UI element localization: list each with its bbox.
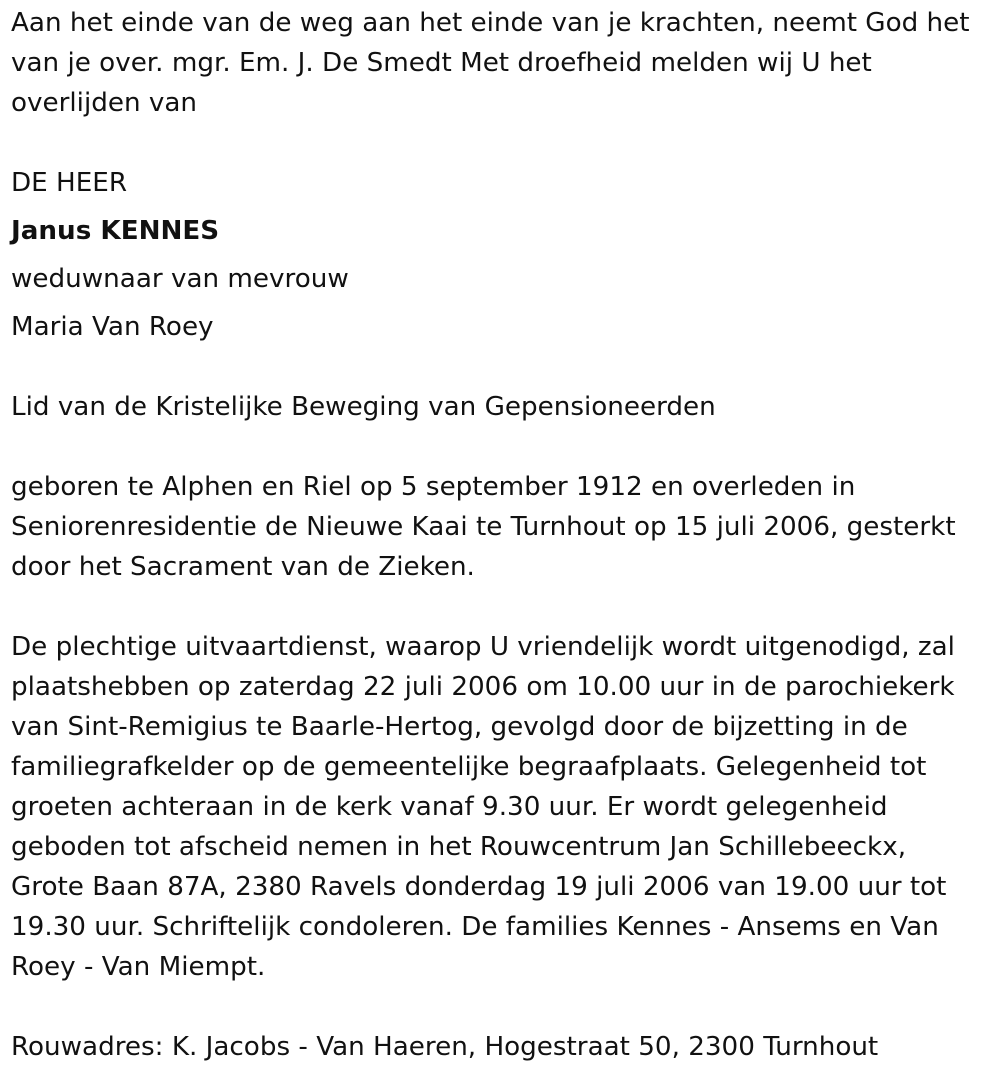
service-line: van Sint-Remigius te Baarle-Hertog, gevolgd door de bijzetting in de — [11, 712, 908, 742]
service-line: plaatshebben op zaterdag 22 juli 2006 om 10.00 uur in de parochiekerk — [11, 672, 955, 702]
birth-death-line: Seniorenresidentie de Nieuwe Kaai te Turnhout op 15 juli 2006, gesterkt — [11, 512, 956, 542]
service-line: familiegrafkelder op de gemeentelijke begraafplaats. Gelegenheid tot — [11, 752, 927, 782]
service-paragraph — [11, 627, 991, 987]
mourning-address: Rouwadres: K. Jacobs - Van Haeren, Hogestraat 50, 2300 Turnhout — [11, 1032, 879, 1062]
intro-line: van je over. mgr. Em. J. De Smedt Met droefheid melden wij U het — [11, 48, 872, 78]
service-line: groeten achteraan in de kerk vanaf 9.30 uur. Er wordt gelegenheid — [11, 792, 888, 822]
service-line: Roey - Van Miempt. — [11, 952, 266, 982]
membership: Lid van de Kristelijke Beweging van Gepensioneerden — [11, 392, 716, 422]
service-line: 19.30 uur. Schriftelijk condoleren. De families Kennes - Ansems en Van — [11, 912, 939, 942]
obituary-notice — [11, 3, 991, 1067]
widower-of: weduwnaar van mevrouw — [11, 264, 349, 294]
service-line: Grote Baan 87A, 2380 Ravels donderdag 19 juli 2006 van 19.00 uur tot — [11, 872, 947, 902]
honorific: DE HEER — [11, 168, 128, 198]
birth-death-line: geboren te Alphen en Riel op 5 september 1912 en overleden in — [11, 472, 856, 502]
birth-death-paragraph — [11, 467, 991, 587]
intro-paragraph — [11, 3, 991, 123]
birth-death-line: door het Sacrament van de Zieken. — [11, 552, 475, 582]
spouse-name: Maria Van Roey — [11, 312, 214, 342]
service-line: geboden tot afscheid nemen in het Rouwcentrum Jan Schillebeeckx, — [11, 832, 907, 862]
service-line: De plechtige uitvaartdienst, waarop U vriendelijk wordt uitgenodigd, zal — [11, 632, 955, 662]
intro-line: Aan het einde van de weg aan het einde van je krachten, neemt God het — [11, 8, 970, 38]
deceased-name: Janus KENNES — [11, 216, 220, 246]
intro-line: overlijden van — [11, 88, 198, 118]
